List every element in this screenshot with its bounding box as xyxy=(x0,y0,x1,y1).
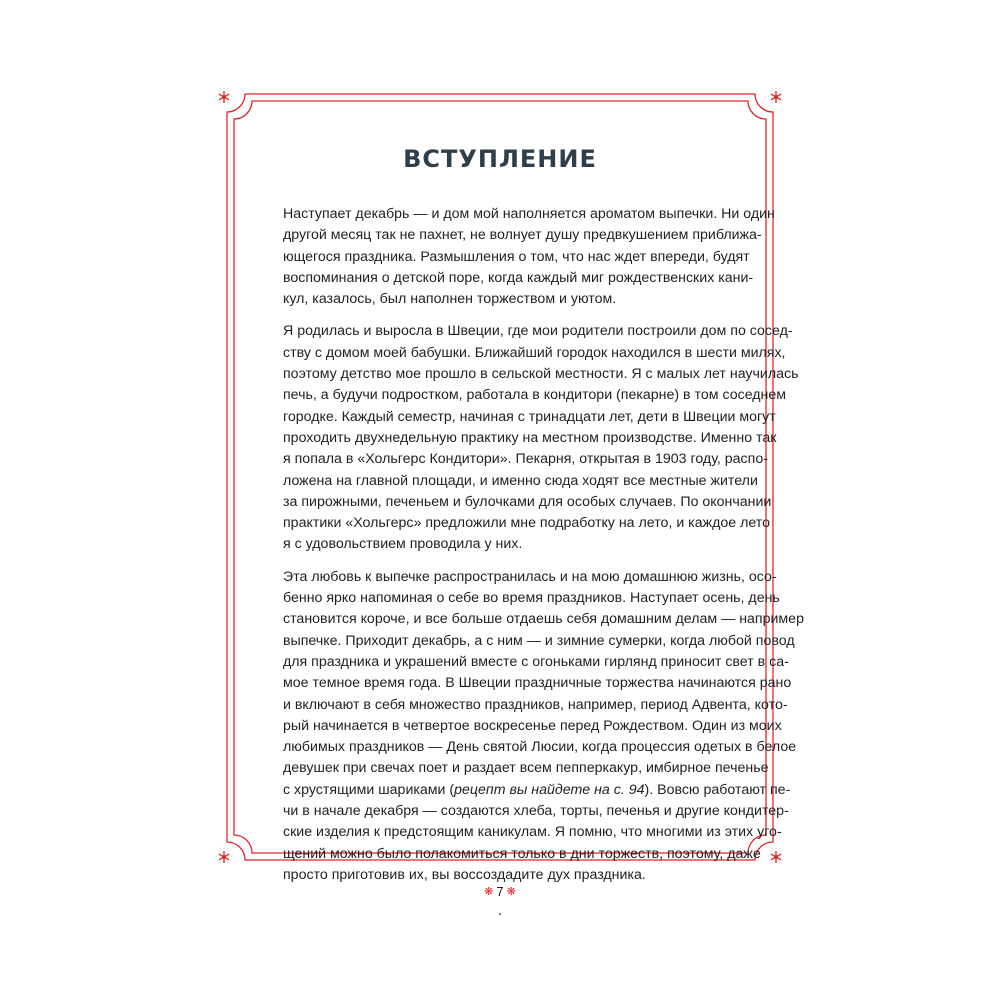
page-number: 7 xyxy=(496,884,504,899)
text-segment: с хрустящими шариками ( xyxy=(283,781,455,798)
text-line: щений можно было полакомиться только в дни торжеств, поэтому, даже xyxy=(283,845,761,862)
text-line: становится короче, и все больше отдаешь себя домашним делам — например xyxy=(283,611,804,628)
text-line: для праздника и украшений вместе с огоньками гирлянд приносит свет в са- xyxy=(283,653,789,670)
text-line: Наступает декабрь — и дом мой наполняется ароматом выпечки. Ни один xyxy=(283,206,775,222)
footer-dot xyxy=(499,913,501,915)
corner-ornament-icon xyxy=(219,851,229,863)
text-line: ложена на главной площади, и именно сюда ходят все местные жители xyxy=(283,472,758,489)
snowflake-ornament-icon: ❋ xyxy=(484,886,494,898)
text-line: любимых праздников — День святой Люсии, когда процессия одетых в белое xyxy=(283,739,797,756)
paragraph-2 xyxy=(283,321,799,555)
text-line: просто приготовив их, вы воссоздадите дух праздника. xyxy=(283,866,646,883)
corner-ornament-icon xyxy=(771,851,781,863)
text-line: за пирожными, печеньем и булочками для особых случаев. По окончании xyxy=(283,493,772,510)
paragraph-1 xyxy=(283,204,775,310)
text-line: ющегося праздника. Размышления о том, что нас ждет впереди, будят xyxy=(283,248,750,265)
text-line: и включают в себя множество праздников, например, период Адвента, кото- xyxy=(283,696,788,713)
text-line: Я родилась и выросла в Швеции, где мои родители построили дом по сосед- xyxy=(283,323,793,340)
text-segment: ). Вовсю работают пе- xyxy=(644,781,791,798)
text-line: ству с домом моей бабушки. Ближайший городок находился в шести милях, xyxy=(283,344,786,361)
body-text xyxy=(283,204,804,897)
text-line: я с удовольствием проводила у них. xyxy=(283,536,523,553)
text-line: чи в начале декабря — создаются хлеба, торты, печенья и другие кондитер- xyxy=(283,803,789,820)
text-line xyxy=(283,780,791,801)
text-line: кул, казалось, был наполнен торжеством и уютом. xyxy=(283,291,617,308)
text-line: девушек при свечах поет и раздает всем пепперкакур, имбирное печенье xyxy=(283,760,769,777)
text-line: Эта любовь к выпечке распространилась и на мою домашнюю жизнь, осо- xyxy=(283,568,777,585)
text-line: практики «Хольгерс» предложили мне подработку на лето, и каждое лето xyxy=(283,515,771,532)
recipe-reference: рецепт вы найдете на с. 94 xyxy=(454,781,645,798)
corner-ornament-icon xyxy=(219,91,229,103)
text-line: я попала в «Хольгерс Кондитори». Пекарня, открытая в 1903 году, распо- xyxy=(283,451,768,468)
text-line: поэтому детство мое прошло в сельской местности. Я с малых лет научилась xyxy=(283,366,799,383)
text-line: рый начинается в четвертое воскресенье перед Рождеством. Один из моих xyxy=(283,717,782,734)
page-title: ВСТУПЛЕНИЕ xyxy=(403,145,597,173)
text-line: бенно ярко напоминая о себе во время праздников. Наступает осень, день xyxy=(283,590,780,607)
page-number-footer xyxy=(450,884,550,899)
text-line: выпечке. Приходит декабрь, а с ним — и зимние сумерки, когда любой повод xyxy=(283,632,795,649)
text-line: проходить двухнедельную практику на местном производстве. Именно так xyxy=(283,429,777,446)
text-line: городке. Каждый семестр, начиная с тринадцати лет, дети в Швеции могут xyxy=(283,408,776,425)
corner-ornament-icon xyxy=(771,91,781,103)
text-line: ские изделия к предстоящим каникулам. Я помню, что многими из этих уго- xyxy=(283,824,782,841)
text-line: воспоминания о детской поре, когда каждый миг рождественских кани- xyxy=(283,269,754,286)
text-line: другой месяц так не пахнет, не волнует душу предвкушением приближа- xyxy=(283,227,762,244)
text-line: мое темное время года. В Швеции праздничные торжества начинаются рано xyxy=(283,675,792,692)
paragraph-3 xyxy=(283,567,804,886)
text-line: печь, а будучи подростком, работала в кондитори (пекарне) в том соседнем xyxy=(283,387,787,404)
snowflake-ornament-icon: ❋ xyxy=(506,886,516,898)
